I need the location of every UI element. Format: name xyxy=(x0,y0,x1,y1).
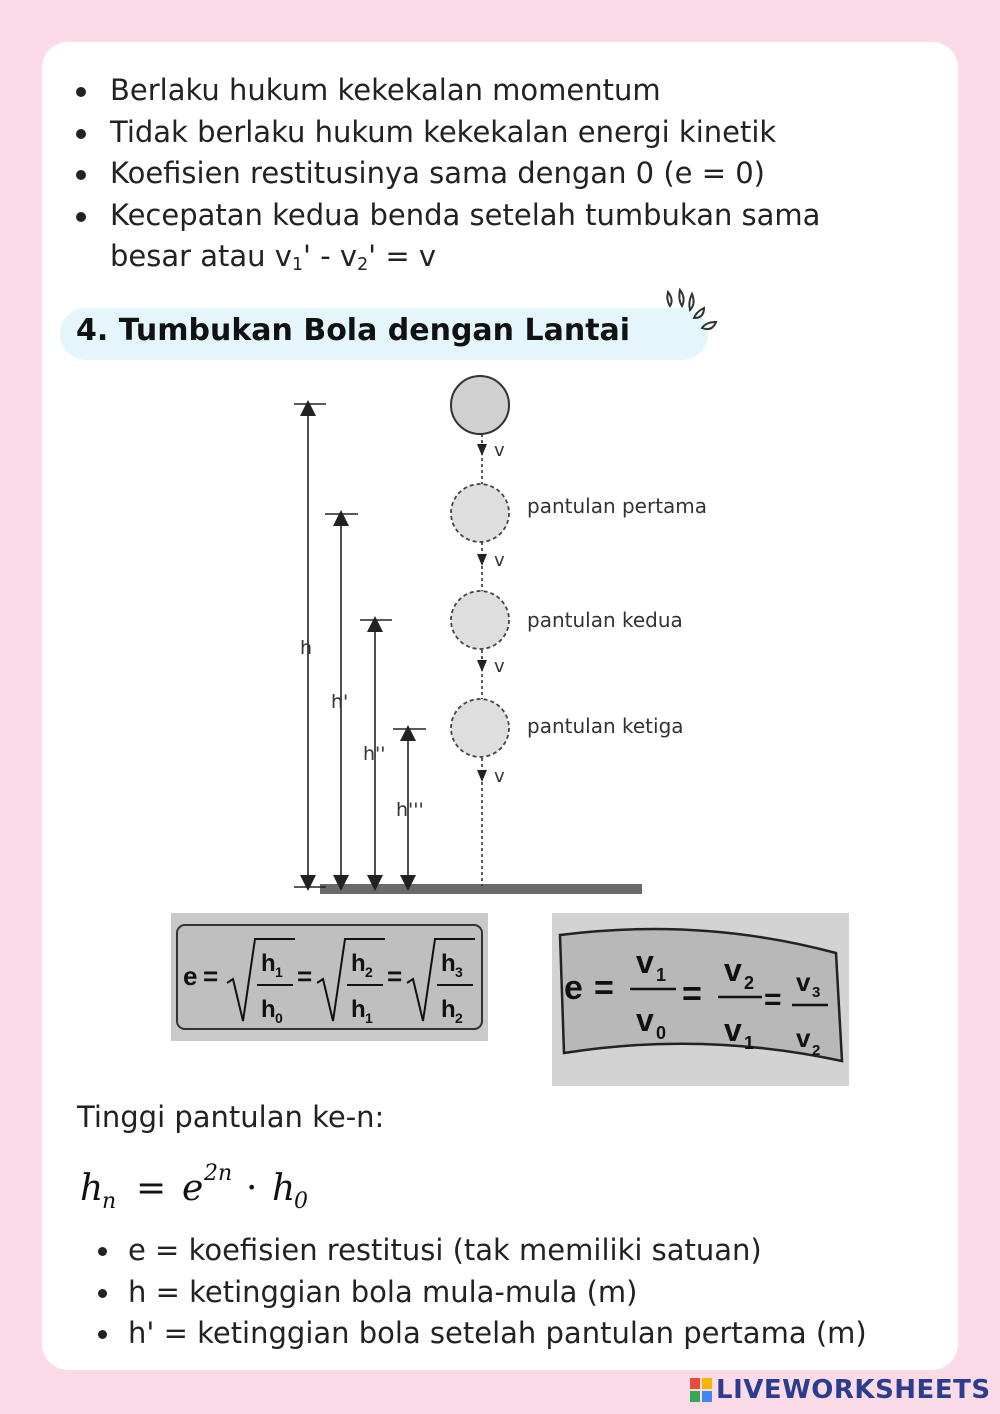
liveworksheets-logo-icon xyxy=(690,1378,712,1402)
formula1-den-2: h xyxy=(351,996,366,1023)
list-item: Koefisien restitusinya sama dengan 0 (e = 0) xyxy=(70,153,910,195)
bullet4-v2-sub: 2 xyxy=(357,255,369,275)
formula1-num-1: h xyxy=(261,950,276,977)
formula-rhs: h xyxy=(272,1168,296,1209)
formula2-num-2: v xyxy=(724,952,742,988)
list-item xyxy=(70,195,910,278)
velocity-label: v xyxy=(494,766,505,787)
velocity-ratio-formula xyxy=(552,913,849,1086)
formula1-num-sub-1: 1 xyxy=(275,964,283,980)
formula1-equals: = xyxy=(203,961,219,991)
intro-bullet-list xyxy=(70,70,910,278)
formula2-den-sub-3: 2 xyxy=(812,1042,821,1059)
bounce-label-2: pantulan kedua xyxy=(527,608,683,632)
formula1-equals: = xyxy=(387,961,403,991)
formula1-den-sub-1: 0 xyxy=(275,1010,283,1026)
section-label: Tinggi pantulan ke-n: xyxy=(77,1100,385,1134)
formula2-den-2: v xyxy=(724,1012,742,1048)
bullet4-mid: ' - v xyxy=(303,239,358,273)
list-item: Tidak berlaku hukum kekekalan energi kinetik xyxy=(70,112,910,154)
height-label-h1: h' xyxy=(331,691,349,713)
bullet4-prefix: besar atau xyxy=(110,239,275,273)
sparkle-icon xyxy=(660,286,722,338)
formula1-den-3: h xyxy=(441,996,456,1023)
formula2-equals: = xyxy=(682,975,702,1013)
bullet4-line1: Kecepatan kedua benda setelah tumbukan sama xyxy=(110,197,821,232)
list-item: Berlaku hukum kekekalan momentum xyxy=(70,70,910,112)
floor xyxy=(320,884,642,894)
formula2-den-3: v xyxy=(796,1023,811,1053)
formula2-num-sub-1: 1 xyxy=(656,965,667,985)
height-label-h: h xyxy=(300,637,313,659)
brand-logo xyxy=(690,1372,991,1408)
formula-base: e xyxy=(182,1168,204,1209)
formula2-lhs: e xyxy=(564,969,583,1007)
bullet4-v1: v xyxy=(274,239,292,273)
formula-rhs-sub: 0 xyxy=(294,1189,308,1214)
bounce-label-1: pantulan pertama xyxy=(527,494,708,518)
formula2-den-1: v xyxy=(636,1002,654,1038)
formula1-num-sub-2: 2 xyxy=(365,964,373,980)
formula2-num-sub-2: 2 xyxy=(744,973,755,993)
formula1-den-sub-2: 1 xyxy=(365,1010,373,1026)
formula2-equals: = xyxy=(764,983,782,1016)
formula1-equals: = xyxy=(297,961,313,991)
velocity-label: v xyxy=(494,656,505,677)
formula2-num-3: v xyxy=(796,967,811,997)
section-heading: 4. Tumbukan Bola dengan Lantai xyxy=(76,313,631,348)
formula2-den-sub-2: 1 xyxy=(744,1033,755,1053)
list-item: e = koefisien restitusi (tak memiliki satuan) xyxy=(90,1230,930,1272)
formula2-den-sub-1: 0 xyxy=(656,1023,667,1043)
formula2-num-1: v xyxy=(636,944,654,980)
bullet4-suffix: ' = v xyxy=(368,239,437,273)
formula-exponent: 2n xyxy=(204,1161,233,1186)
formula2-num-sub-3: 3 xyxy=(812,984,821,1001)
formula-lhs: h xyxy=(80,1168,104,1209)
definition-list xyxy=(90,1230,930,1355)
velocity-label: v xyxy=(494,440,505,461)
bounce-label-3: pantulan ketiga xyxy=(527,714,684,738)
height-label-h3: h''' xyxy=(396,799,424,821)
formula-lhs-sub: n xyxy=(102,1189,117,1214)
brand-name: LIVEWORKSHEETS xyxy=(716,1375,991,1405)
height-label-h2: h'' xyxy=(363,743,386,765)
bounce-height-formula xyxy=(80,1158,340,1218)
formula1-num-2: h xyxy=(351,950,366,977)
ball-bounce-1 xyxy=(451,484,509,542)
bullet4-v1-sub: 1 xyxy=(291,255,304,275)
formula1-den-sub-3: 2 xyxy=(455,1010,463,1026)
list-item: h' = ketinggian bola setelah pantulan pertama (m) xyxy=(90,1313,930,1355)
ball-bounce-3 xyxy=(451,699,509,757)
formula2-equals: = xyxy=(594,969,614,1007)
formula1-num-3: h xyxy=(441,950,456,977)
list-item: h = ketinggian bola mula-mula (m) xyxy=(90,1272,930,1314)
ball-bounce-2 xyxy=(451,591,509,649)
ball-initial xyxy=(451,376,509,434)
formula1-num-sub-3: 3 xyxy=(455,964,463,980)
formula1-lhs: e xyxy=(183,961,198,991)
formula-equals: = xyxy=(136,1168,167,1209)
bounce-diagram xyxy=(270,368,730,904)
formula1-den-1: h xyxy=(261,996,276,1023)
formula-dot: · xyxy=(246,1168,258,1209)
height-ratio-formula xyxy=(171,913,488,1041)
velocity-label: v xyxy=(494,550,505,571)
